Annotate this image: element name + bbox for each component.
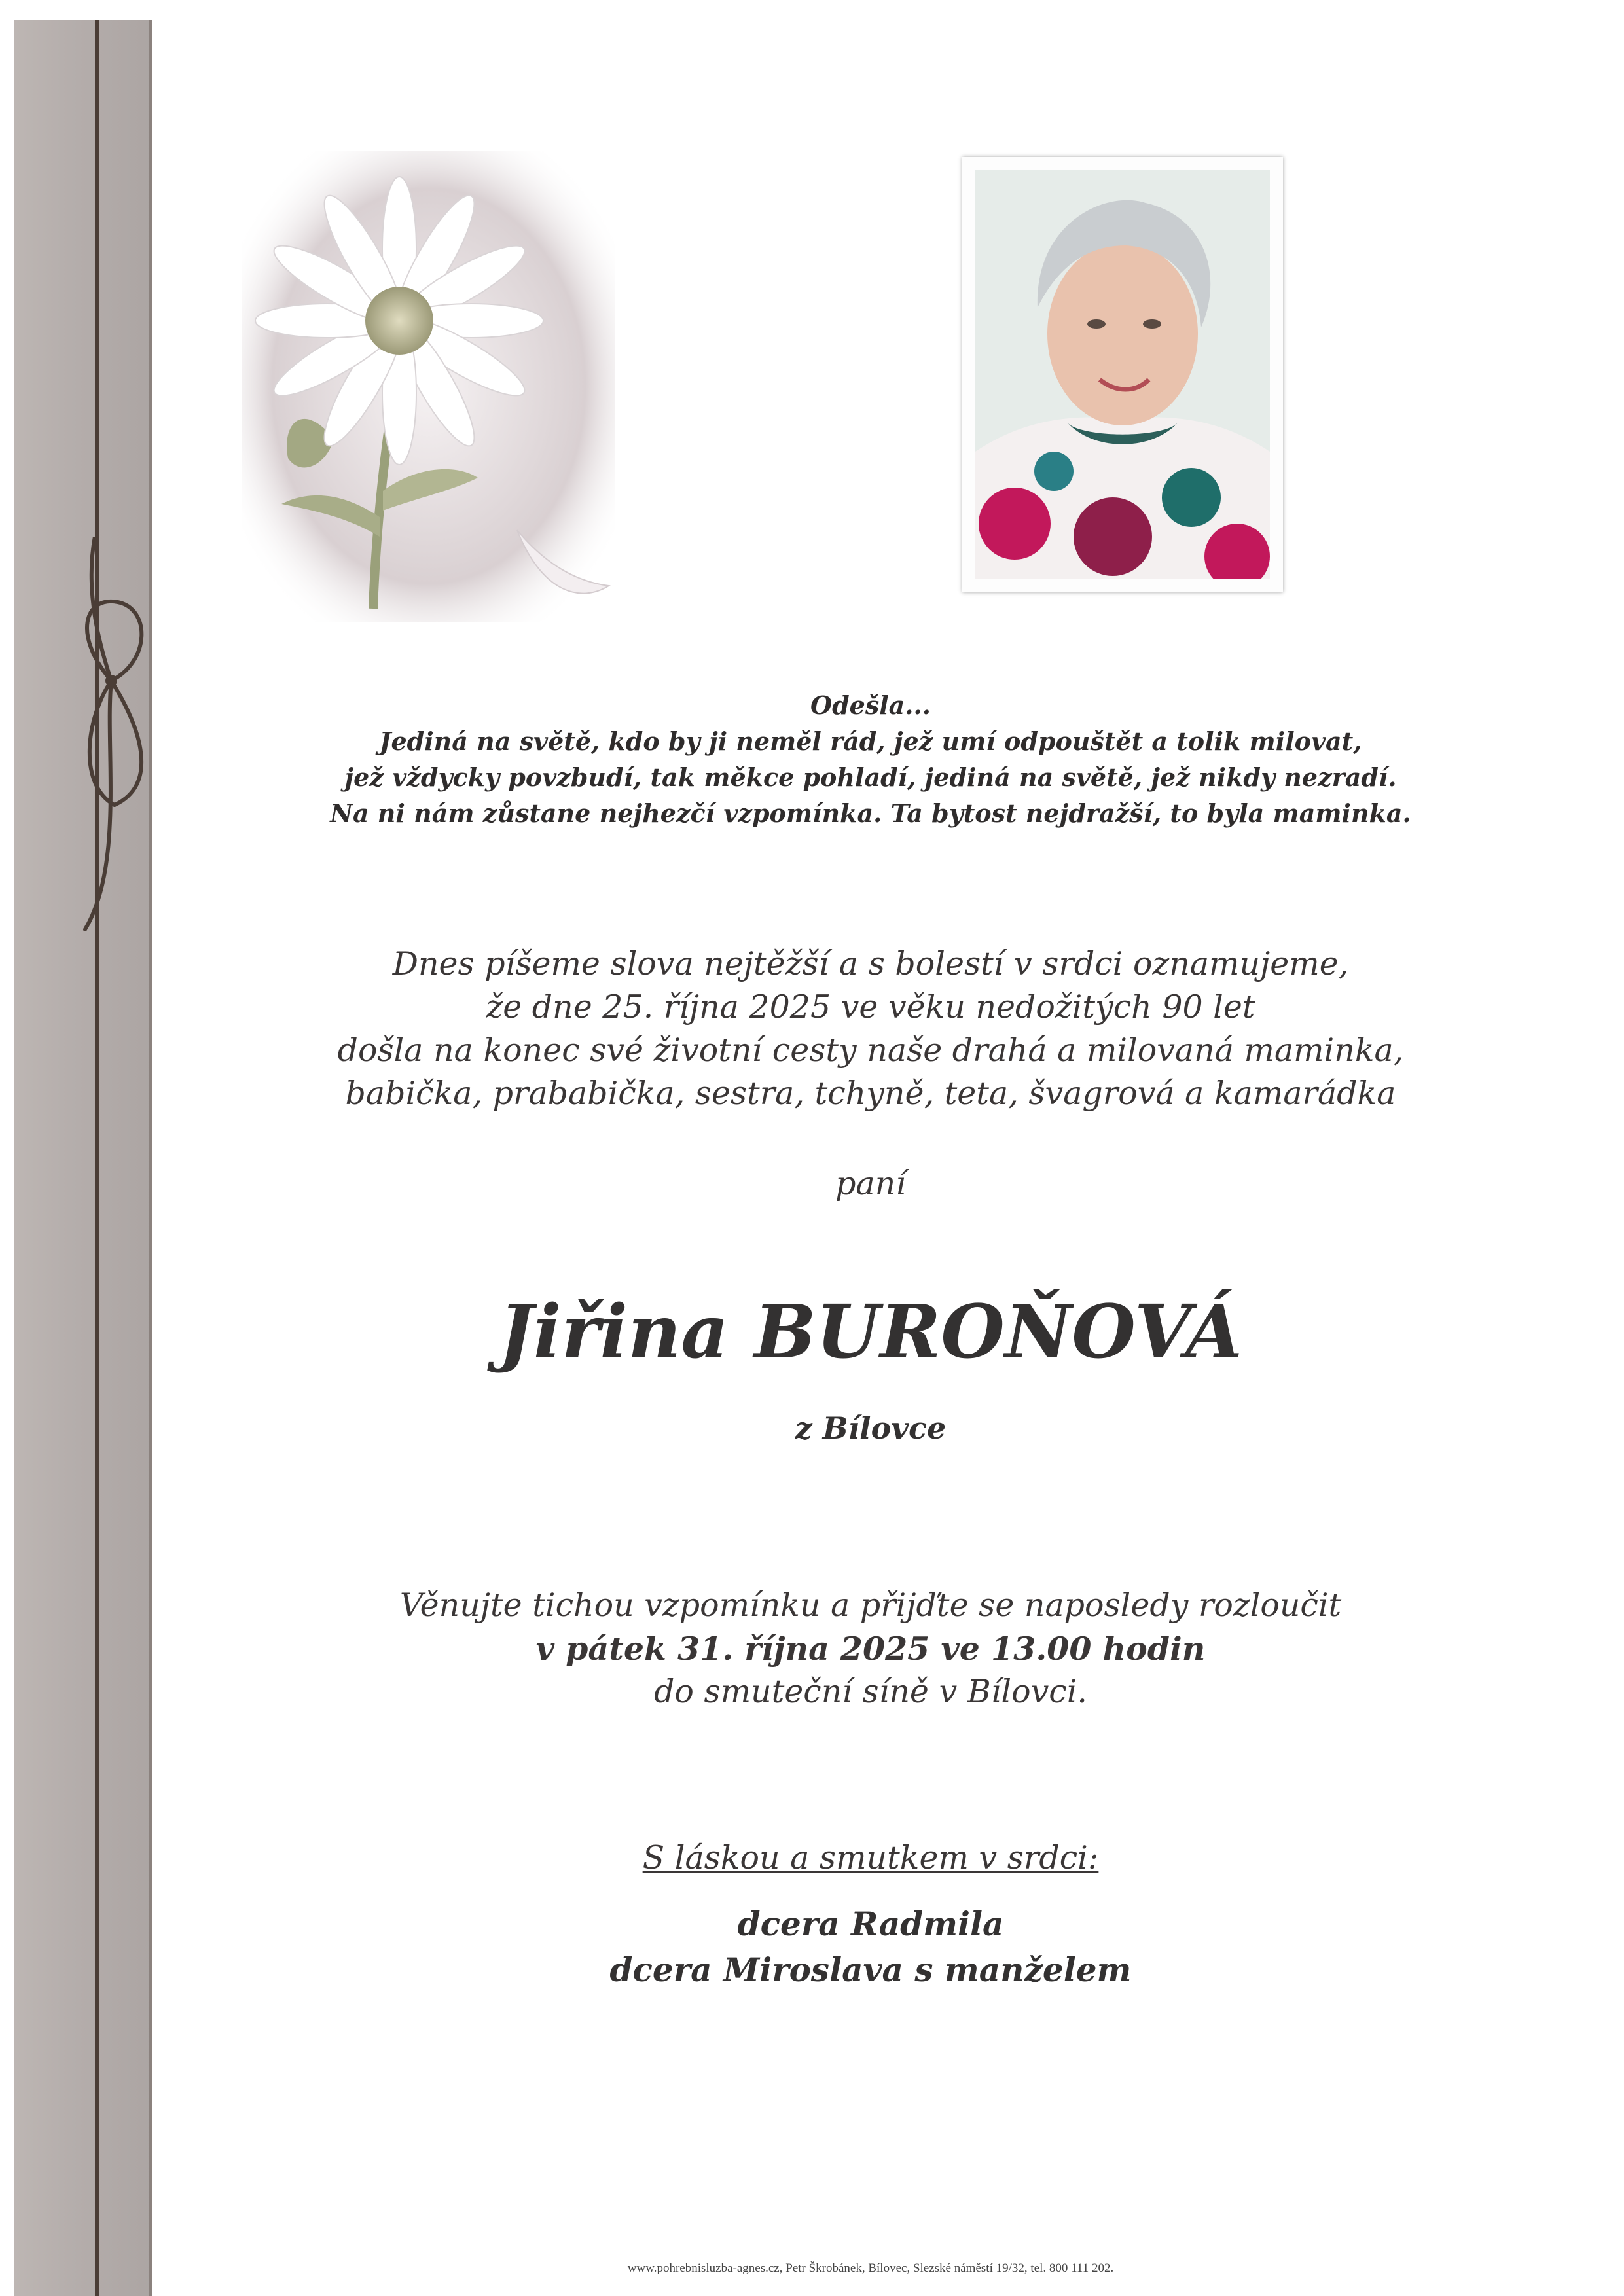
poem-line: Odešla... <box>810 691 931 720</box>
ceremony-details <box>262 1584 1479 1713</box>
band-edge-line <box>149 20 152 2296</box>
deceased-origin: z Bílovce <box>795 1410 947 1446</box>
poem-line: jež vždycky povzbudí, tak měkce pohladí, jediná na světě, jež nikdy nezradí. <box>344 762 1397 792</box>
announcement-line: Dnes píšeme slova nejtěžší a s bolestí v srdci oznamujeme, <box>392 945 1349 982</box>
mourner-name: dcera Radmila <box>737 1905 1004 1943</box>
ceremony-invitation: Věnujte tichou vzpomínku a přijďte se naposledy rozloučit <box>399 1587 1342 1624</box>
mourner-name: dcera Miroslava s manželem <box>609 1950 1132 1989</box>
death-announcement <box>262 942 1479 1115</box>
decorative-side-band <box>14 20 152 2296</box>
decorative-cord <box>95 20 99 2296</box>
announcement-line: že dne 25. října 2025 ve věku nedožitých 90 let <box>486 988 1255 1026</box>
mourners-heading: S láskou a smutkem v srdci: <box>642 1839 1099 1876</box>
poem-line: Na ni nám zůstane nejhezčí vzpomínka. Ta bytost nejdražší, to byla maminka. <box>330 798 1411 828</box>
ribbon-bow-icon <box>46 537 177 942</box>
memorial-poem <box>262 687 1479 831</box>
poem-line: Jediná na světě, kdo by ji neměl rád, jež umí odpouštět a tolik milovat, <box>379 726 1362 756</box>
portrait-photo <box>975 170 1270 579</box>
announcement-line: došla na konec své životní cesty naše drahá a milovaná maminka, <box>337 1031 1404 1069</box>
mourners-list <box>262 1901 1479 1993</box>
honorific-title: paní <box>835 1165 906 1202</box>
deceased-first-name: Jiřina <box>498 1289 729 1375</box>
deceased-name <box>262 1289 1479 1375</box>
funeral-service-footer: www.pohrebnisluzba-agnes.cz, Petr Škrobánek, Bílovec, Slezské náměstí 19/32, tel. 800 111 202. <box>627 2261 1114 2275</box>
ceremony-place: do smuteční síně v Bílovci. <box>654 1673 1087 1710</box>
portrait-photo-frame <box>962 157 1283 592</box>
daisy-flower-image <box>242 151 615 622</box>
announcement-line: babička, prababička, sestra, tchyně, teta, švagrová a kamarádka <box>345 1075 1396 1112</box>
deceased-surname: BUROŇOVÁ <box>754 1289 1243 1375</box>
ceremony-datetime: v pátek 31. října 2025 ve 13.00 hodin <box>535 1630 1206 1668</box>
